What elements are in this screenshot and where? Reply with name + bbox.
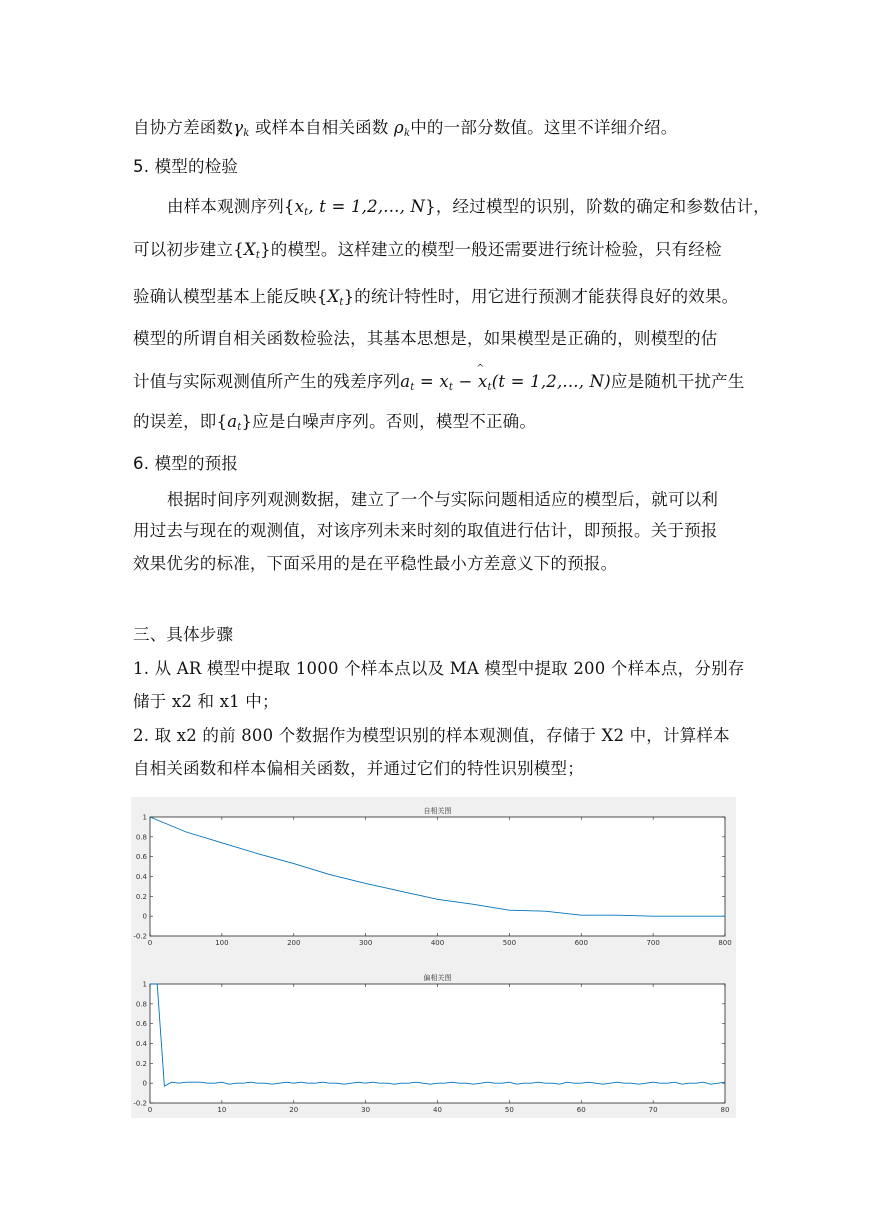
y-tick-label: 0.4	[135, 1040, 147, 1048]
x-tick-label: 10	[217, 1106, 227, 1114]
text: 自协方差函数	[133, 118, 234, 137]
y-tick-label: -0.2	[133, 1099, 147, 1108]
figure-svg	[131, 797, 736, 1118]
paragraph-line: 由样本观测序列{$x_t$, t = 1,2,..., N}，经过模型的识别，阶数的确定和参数估计，	[167, 197, 770, 218]
x-tick-label: 100	[215, 939, 229, 947]
rho-symbol: $\rho_k$	[394, 118, 411, 139]
y-tick-label: 0.6	[135, 853, 147, 862]
paragraph-line: 模型的所谓自相关函数检验法，其基本思想是，如果模型是正确的，则模型的估	[133, 329, 718, 348]
paragraph-line: 计值与实际观测值所产生的残差序列$a_t = x_t - x$ ^ $_t$(t = 1,2,..., N)应是随机干扰产生	[133, 364, 745, 393]
y-tick-label: 0.4	[135, 873, 147, 881]
step-line: 2. 取 x2 的前 800 个数据作为模型识别的样本观测值，存储于 X2 中，计算样本	[133, 726, 730, 745]
text: 或样本自相关函数	[254, 118, 389, 137]
y-tick-label: 0	[142, 1079, 147, 1088]
x-tick-label: 0	[147, 939, 153, 947]
x-tick-label: 500	[502, 939, 517, 947]
x-tick-label: 80	[720, 1106, 730, 1114]
section-heading-5: 5. 模型的检验	[133, 157, 239, 176]
y-tick-label: 0.8	[135, 833, 147, 842]
gamma-symbol: $\gamma_k$	[233, 118, 250, 139]
plot-area	[150, 817, 725, 936]
chart-title: 自相关图	[423, 807, 452, 815]
x-tick-label: 800	[718, 939, 732, 947]
y-tick-label: -0.2	[133, 932, 147, 941]
matlab-figure	[131, 797, 736, 1118]
x-tick-label: 50	[504, 1106, 514, 1114]
x-tick-label: 0	[147, 1106, 153, 1114]
x-tick-label: 400	[430, 939, 445, 947]
paragraph-line: 的误差，即$\{a_t\}$应是白噪声序列。否则，模型不正确。	[133, 412, 537, 433]
x-tick-label: 200	[287, 939, 301, 947]
x-tick-label: 40	[433, 1106, 442, 1114]
paragraph-line: 根据时间序列观测数据，建立了一个与实际问题相适应的模型后，就可以利	[167, 490, 719, 509]
step-line: 自相关函数和样本偏相关函数，并通过它们的特性识别模型；	[133, 759, 584, 778]
x-tick-label: 60	[576, 1106, 586, 1114]
x-tick-label: 20	[289, 1106, 299, 1114]
section-heading-6: 6. 模型的预报	[133, 454, 239, 473]
paragraph-line	[133, 116, 677, 146]
y-tick-label: 1	[142, 813, 147, 822]
x-tick-label: 30	[361, 1106, 371, 1114]
paragraph-line: 效果优劣的标准，下面采用的是在平稳性最小方差意义下的预报。	[133, 554, 618, 573]
paragraph-line: 可以初步建立$\{X_t\}$的模型。这样建立的模型一般还需要进行统计检验，只有经检	[133, 240, 722, 261]
paragraph-line: 用过去与现在的观测值，对该序列未来时刻的取值进行估计，即预报。关于预报	[133, 521, 718, 540]
x-tick-label: 70	[648, 1106, 658, 1114]
y-tick-label: 0.8	[135, 1000, 147, 1009]
section-heading-3: 三、具体步骤	[133, 625, 234, 644]
x-tick-label: 600	[574, 939, 588, 947]
y-tick-label: 0.6	[135, 1020, 147, 1029]
step-line: 1. 从 AR 模型中提取 1000 个样本点以及 MA 模型中提取 200 个样本点，分别存	[133, 659, 745, 678]
chart-title: 偏相关图	[423, 974, 452, 982]
paragraph-line: 验确认模型基本上能反映$\{X_t\}$的统计特性时，用它进行预测才能获得良好的效果。	[133, 287, 739, 308]
y-tick-label: 0	[142, 912, 147, 921]
y-tick-label: 1	[142, 980, 147, 989]
y-tick-label: 0.2	[135, 1059, 147, 1068]
y-tick-label: 0.2	[135, 892, 147, 901]
step-line: 储于 x2 和 x1 中；	[133, 692, 279, 711]
text: 中的一部分数值。这里不详细介绍。	[410, 118, 678, 137]
x-tick-label: 700	[646, 939, 660, 947]
plot-area	[150, 984, 725, 1103]
x-tick-label: 300	[358, 939, 373, 947]
